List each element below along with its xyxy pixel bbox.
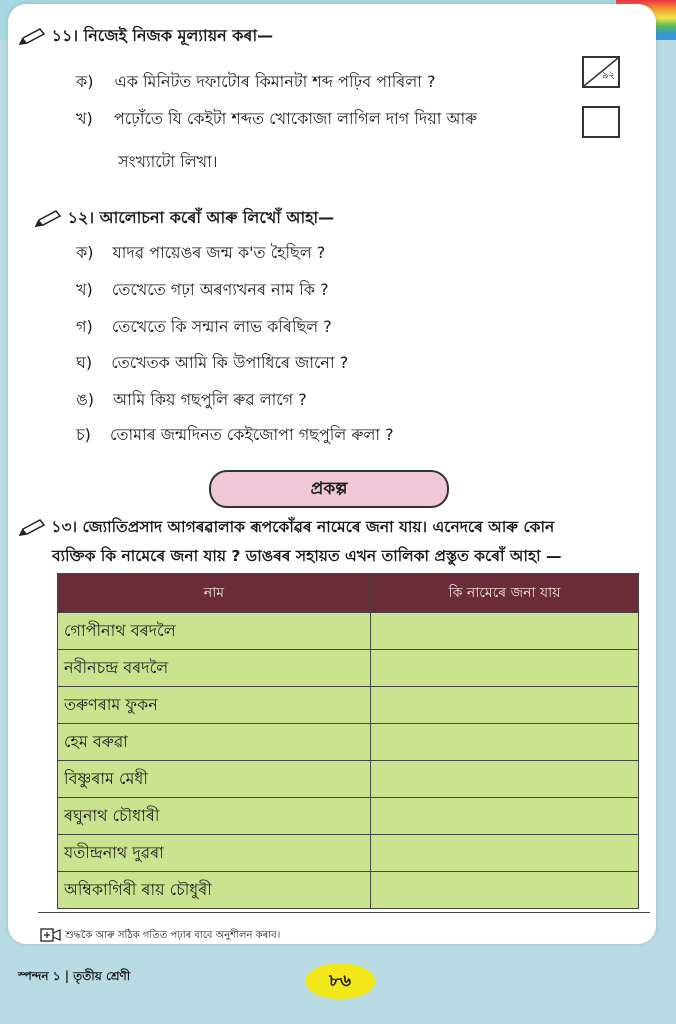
table-row <box>58 835 639 872</box>
q12-marker: খ) <box>76 280 93 299</box>
name-cell: তৰুণৰাম ফুকন <box>58 687 371 724</box>
table-row <box>58 687 639 724</box>
pencil-icon <box>18 519 46 537</box>
q11-b-text-line2: সংখ্যাটো লিখা। <box>118 152 218 171</box>
answer-box-a[interactable] <box>582 56 620 88</box>
pencil-icon <box>34 210 62 228</box>
q11-b-marker: খ) <box>76 109 93 128</box>
answer-cell[interactable] <box>371 687 639 724</box>
footer-note: শুদ্ধকৈ আৰু সঠিক গতিত পঢ়াৰ বাবে অনুশীলন কৰাব। <box>65 930 281 941</box>
table-row <box>58 613 639 650</box>
q11-b-text-line1: পঢ়োঁতে যি কেইটা শব্দত খোকোজা লাগিল দাগ দিয়া আৰু <box>113 109 478 128</box>
name-cell: বিষ্ণুৰাম মেধী <box>58 761 371 798</box>
name-cell: অম্বিকাগিৰী ৰায় চৌধুৰী <box>58 872 371 909</box>
q11-item-a <box>76 69 435 96</box>
answer-cell[interactable] <box>371 872 639 909</box>
answer-cell[interactable] <box>371 835 639 872</box>
footer-divider <box>38 912 650 913</box>
q12-text: তেখেতে গঢ়া অৰণ্যখনৰ নাম কি ? <box>111 280 329 299</box>
table-row <box>58 650 639 687</box>
tip-icon <box>40 927 62 943</box>
q12-marker: চ) <box>76 425 91 444</box>
q13-line1-row <box>18 515 554 541</box>
name-cell: ৰঘুনাথ চৌধাৰী <box>58 798 371 835</box>
name-cell: নবীনচন্দ্ৰ বৰদলৈ <box>58 650 371 687</box>
answer-cell[interactable] <box>371 761 639 798</box>
q12-text: তেখেতক আমি কি উপাধিৰে জানো ? <box>111 353 349 372</box>
page-number: ৮৬ <box>305 963 375 999</box>
q12-marker: গ) <box>76 317 93 336</box>
q13-line2: ব্যক্তিক কি নামেৰে জনা যায় ? ডাঙৰৰ সহায়ত এখন তালিকা প্ৰস্তুত কৰোঁ আহা — <box>52 547 562 565</box>
q12-marker: ক) <box>76 243 94 262</box>
q13-line1: ১৩। জ্যোতিপ্ৰসাদ আগৰৱালাক ৰূপকোঁৱৰ নামেৰে জনা যায়। এনেদৰে আৰু কোন <box>51 518 555 536</box>
q12-item <box>76 240 325 267</box>
table-row <box>58 798 639 835</box>
name-cell: গোপীনাথ বৰদলৈ <box>58 613 371 650</box>
q12-marker: ঙ) <box>76 390 94 409</box>
q11-heading: ১১। নিজেই নিজক মূল্যায়ন কৰা— <box>51 26 274 45</box>
answer-cell[interactable] <box>371 798 639 835</box>
q12-marker: ঘ) <box>76 353 93 372</box>
q12-heading-row <box>34 205 334 232</box>
q12-item <box>76 277 329 304</box>
q11-item-b <box>76 106 477 133</box>
q12-text: যাদৱ পায়েঙৰ জন্ম ক'ত হৈছিল ? <box>112 243 326 262</box>
table-header-row <box>58 574 639 613</box>
q12-heading: ১২। আলোচনা কৰোঁ আৰু লিখোঁ আহা— <box>67 208 335 227</box>
project-label: প্ৰকল্প <box>209 470 449 508</box>
q11-a-marker: ক) <box>76 72 94 91</box>
table-row <box>58 724 639 761</box>
header-name: নাম <box>58 574 371 613</box>
q11-a-text: এক মিনিটত দফাটোৰ কিমানটা শব্দ পঢ়িব পাৰিলা ? <box>114 72 436 91</box>
pencil-icon <box>18 28 46 46</box>
name-cell: হেম বৰুৱা <box>58 724 371 761</box>
header-known-as: কি নামেৰে জনা যায় <box>371 574 639 613</box>
q11-heading-row <box>18 23 273 50</box>
book-title: স্পন্দন ১ | তৃতীয় শ্ৰেণী <box>18 969 131 983</box>
q12-text: তেখেতে কি সন্মান লাভ কৰিছিল ? <box>111 317 332 336</box>
footer-note-row <box>40 927 280 945</box>
q12-item <box>76 387 307 414</box>
q12-text: তোমাৰ জন্মদিনত কেইজোপা গছপুলি ৰুলা ? <box>109 425 394 444</box>
q12-item <box>76 314 332 341</box>
answer-cell[interactable] <box>371 613 639 650</box>
answer-cell[interactable] <box>371 724 639 761</box>
answer-box-b[interactable] <box>582 106 620 138</box>
names-table <box>57 573 639 909</box>
table-row <box>58 872 639 909</box>
q12-item <box>76 422 394 449</box>
answer-box-a-value: ৯২ <box>602 70 615 81</box>
name-cell: যতীন্দ্ৰনাথ দুৱৰা <box>58 835 371 872</box>
table-row <box>58 761 639 798</box>
q12-item <box>76 350 348 377</box>
answer-cell[interactable] <box>371 650 639 687</box>
q12-text: আমি কিয় গছপুলি ৰুৱ লাগে ? <box>113 390 307 409</box>
